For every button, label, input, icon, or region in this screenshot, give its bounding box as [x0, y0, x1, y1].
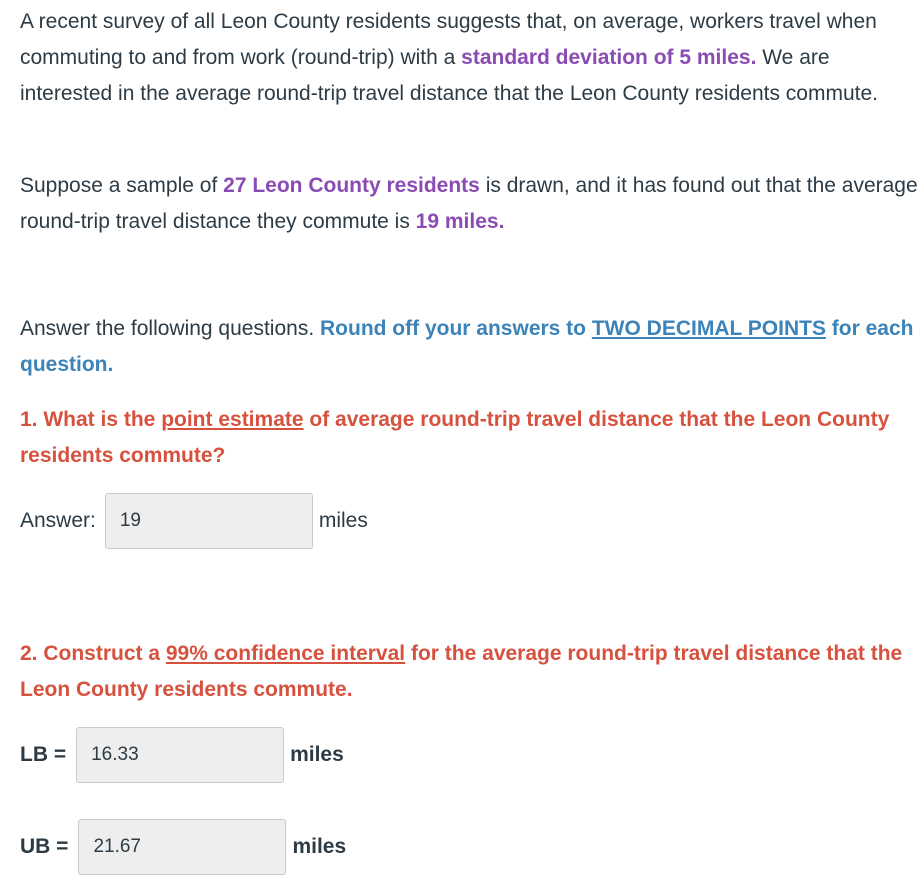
- q1-answer-input[interactable]: 19: [105, 493, 313, 549]
- two-decimal-points-emphasis: TWO DECIMAL POINTS: [591, 317, 826, 340]
- question-1: 1. What is the point estimate of average round-trip travel distance that the Leon County residents commute?: [20, 408, 890, 467]
- sample-size-highlight: 27 Leon County residents: [223, 174, 480, 197]
- sample-mean-highlight: 19 miles.: [415, 210, 505, 233]
- confidence-interval-link[interactable]: 99% confidence interval: [165, 642, 406, 665]
- intro-paragraph-2: Suppose a sample of 27 Leon County residents is drawn, and it has found out that the average round-trip travel distance they commute is 19 miles.: [20, 174, 918, 233]
- std-dev-highlight: standard deviation of 5 miles.: [461, 46, 757, 69]
- lb-label: LB =: [20, 743, 67, 766]
- point-estimate-link[interactable]: point estimate: [161, 408, 304, 431]
- intro-paragraph-1: A recent survey of all Leon County residents suggests that, on average, workers travel when commuting to and from work (round-trip) with a standard deviation of 5 miles. We are interested in the average round-trip travel distance that the Leon County residents commute.: [20, 10, 878, 105]
- instructions: Answer the following questions. Round off your answers to TWO DECIMAL POINTS for each question.: [20, 317, 914, 376]
- ub-label: UB =: [20, 835, 69, 858]
- ub-row: [20, 819, 346, 875]
- lb-row: [20, 727, 344, 783]
- q1-answer-row: [20, 493, 368, 549]
- answer-label: Answer:: [20, 509, 96, 532]
- question-2: 2. Construct a 99% confidence interval for the average round-trip travel distance that the Leon County residents commute.: [20, 642, 903, 701]
- ub-unit: miles: [292, 835, 347, 858]
- lb-unit: miles: [290, 743, 344, 766]
- ub-input[interactable]: 21.67: [78, 819, 286, 875]
- q1-unit: miles: [318, 509, 368, 532]
- lb-input[interactable]: 16.33: [76, 727, 284, 783]
